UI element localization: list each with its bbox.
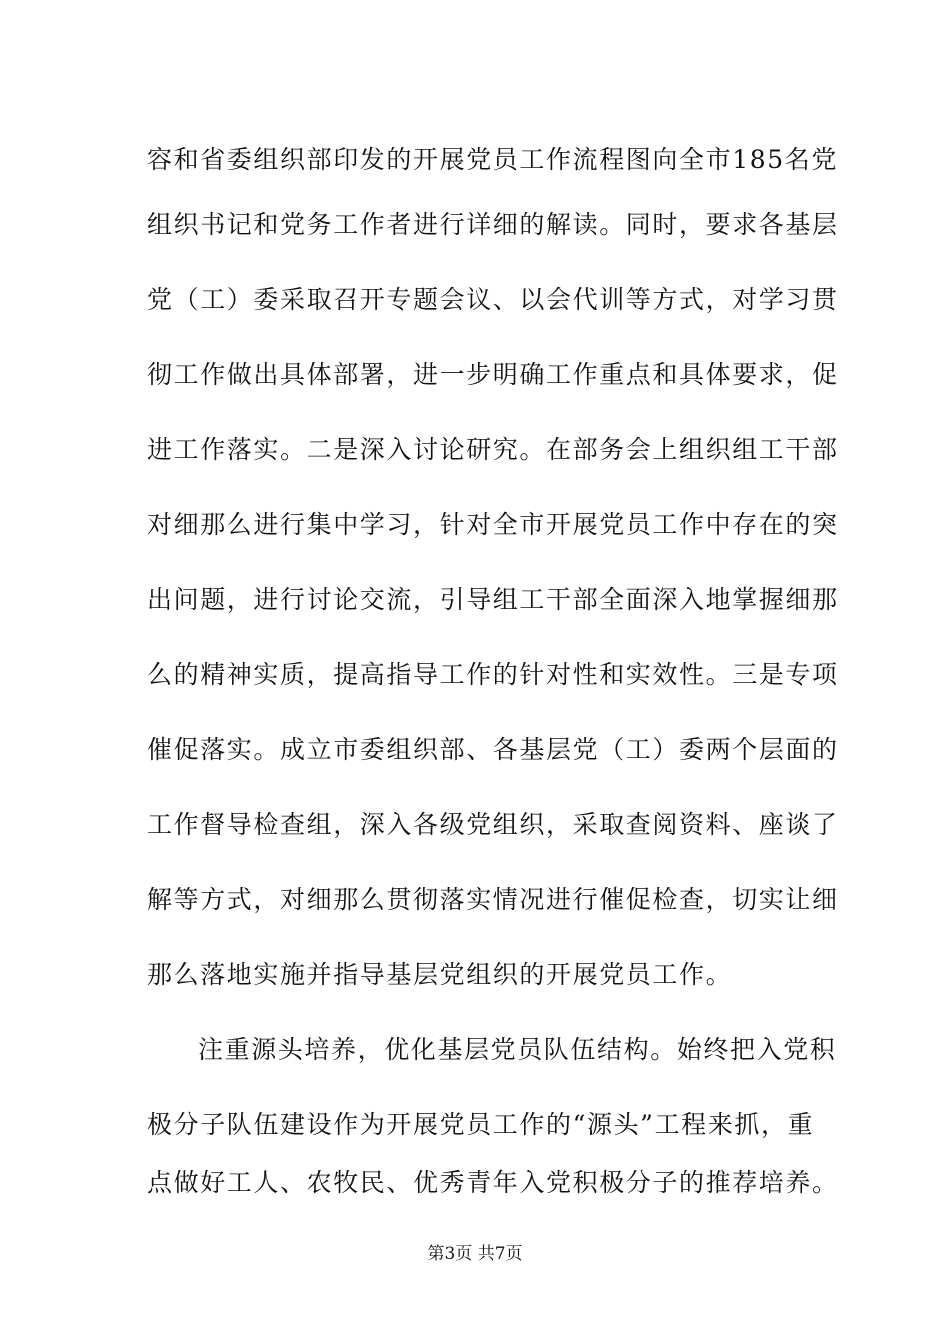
- body-text-line: 工作督导检查组，深入各级党组织，采取查阅资料、座谈了: [147, 810, 839, 839]
- body-text-line: 彻工作做出具体部署，进一步明确工作重点和具体要求，促: [147, 360, 839, 389]
- body-text-line: 催促落实。成立市委组织部、各基层党（工）委两个层面的: [147, 735, 839, 764]
- body-text-line: 极分子队伍建设作为开展党员工作的“源头”工程来抓，重: [147, 1110, 815, 1139]
- body-text-line: 对细那么进行集中学习，针对全市开展党员工作中存在的突: [147, 510, 839, 539]
- body-text-line: 党（工）委采取召开专题会议、以会代训等方式，对学习贯: [147, 285, 839, 314]
- body-text-line: 解等方式，对细那么贯彻落实情况进行催促检查，切实让细: [147, 885, 839, 914]
- body-text-line: 点做好工人、农牧民、优秀青年入党积极分子的推荐培养。: [147, 1168, 839, 1197]
- page-number: 第3页 共7页: [427, 1244, 523, 1264]
- body-text-line: 组织书记和党务工作者进行详细的解读。同时，要求各基层: [147, 210, 839, 239]
- page-footer: [0, 1242, 950, 1266]
- body-text-line: 进工作落实。二是深入讨论研究。在部务会上组织组工干部: [147, 435, 839, 464]
- paragraph-first-line: 注重源头培养，优化基层党员队伍结构。始终把入党积: [198, 1035, 837, 1064]
- body-text-line: 那么落地实施并指导基层党组织的开展党员工作。: [147, 960, 733, 989]
- body-text-line: 出问题，进行讨论交流，引导组工干部全面深入地掌握细那: [147, 585, 839, 614]
- body-text-line: 容和省委组织部印发的开展党员工作流程图向全市185名党: [147, 145, 838, 174]
- body-text-line: 么的精神实质，提高指导工作的针对性和实效性。三是专项: [147, 660, 839, 689]
